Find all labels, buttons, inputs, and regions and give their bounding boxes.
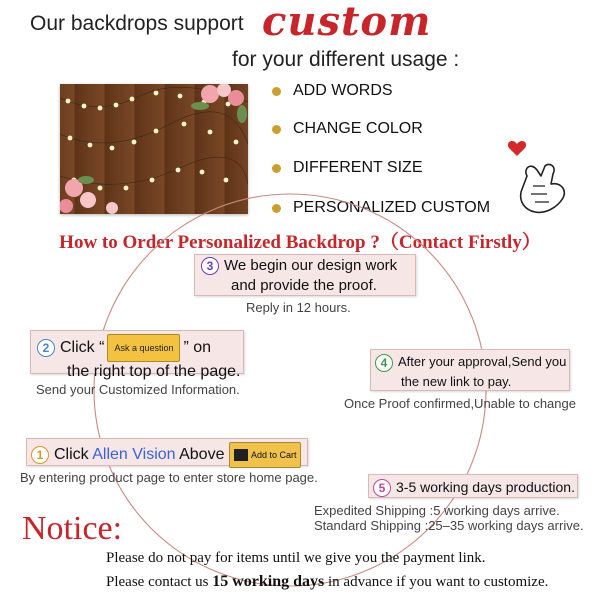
how-to-order-title: How to Order Personalized Backdrop ?（Contact Firstly） [59, 232, 541, 253]
step-1-number: 1 [31, 446, 49, 464]
option-label: DIFFERENT SIZE [293, 159, 423, 176]
allen-vision-link[interactable]: Allen Vision [92, 446, 176, 464]
step-5-number: 5 [373, 479, 391, 497]
step-4-number: 4 [375, 354, 393, 372]
step-3-box [194, 254, 416, 296]
step-2-box: 2 Click “ Ask a question ” on the right top of the page. [30, 330, 244, 374]
step-2-line2: the right top of the page. [67, 363, 241, 380]
header-line1: Our backdrops support [30, 12, 244, 35]
step-5-sub2: Standard Shipping :25–35 working days arrive. [314, 518, 584, 533]
cart-icon [234, 449, 248, 461]
option-label: ADD WORDS [293, 82, 393, 99]
header-line2: for your different usage : [232, 48, 460, 71]
option-label: PERSONALIZED CUSTOM [293, 199, 491, 216]
step-5-box: 5 3-5 working days production. [368, 474, 578, 498]
ask-a-question-button[interactable]: Ask a question [107, 334, 180, 362]
step-4-box: 4 After your approval,Send you the new link to pay. [370, 349, 570, 391]
step-3-number: 3 [201, 257, 219, 275]
step-3-sub: Reply in 12 hours. [246, 300, 351, 315]
option-label: CHANGE COLOR [293, 120, 423, 137]
step-2-number: 2 [37, 339, 55, 357]
header-custom-word: custom [262, 0, 432, 45]
step-3-line1: 3 We begin our design work [201, 256, 415, 276]
step-4-line2: the new link to pay. [401, 374, 512, 389]
notice-line1: Please do not pay for items until we give you the payment link. [106, 550, 486, 566]
step-1-sub: By entering product page to enter store home page. [20, 470, 318, 485]
add-to-cart-button[interactable]: Add to Cart [229, 442, 302, 468]
step-3-line2: and provide the proof. [231, 277, 377, 294]
step-2-sub: Send your Customized Information. [36, 382, 240, 397]
step-1-box: 1 Click Allen Vision Above Add to Cart [26, 438, 308, 466]
step-4-sub: Once Proof confirmed,Unable to change [344, 396, 576, 411]
notice-line2: Please contact us 15 working days in advance if you want to customize. [106, 573, 549, 590]
step-5-sub1: Expedited Shipping :5 working days arrive. [314, 503, 560, 518]
notice-title: Notice: [22, 510, 123, 547]
